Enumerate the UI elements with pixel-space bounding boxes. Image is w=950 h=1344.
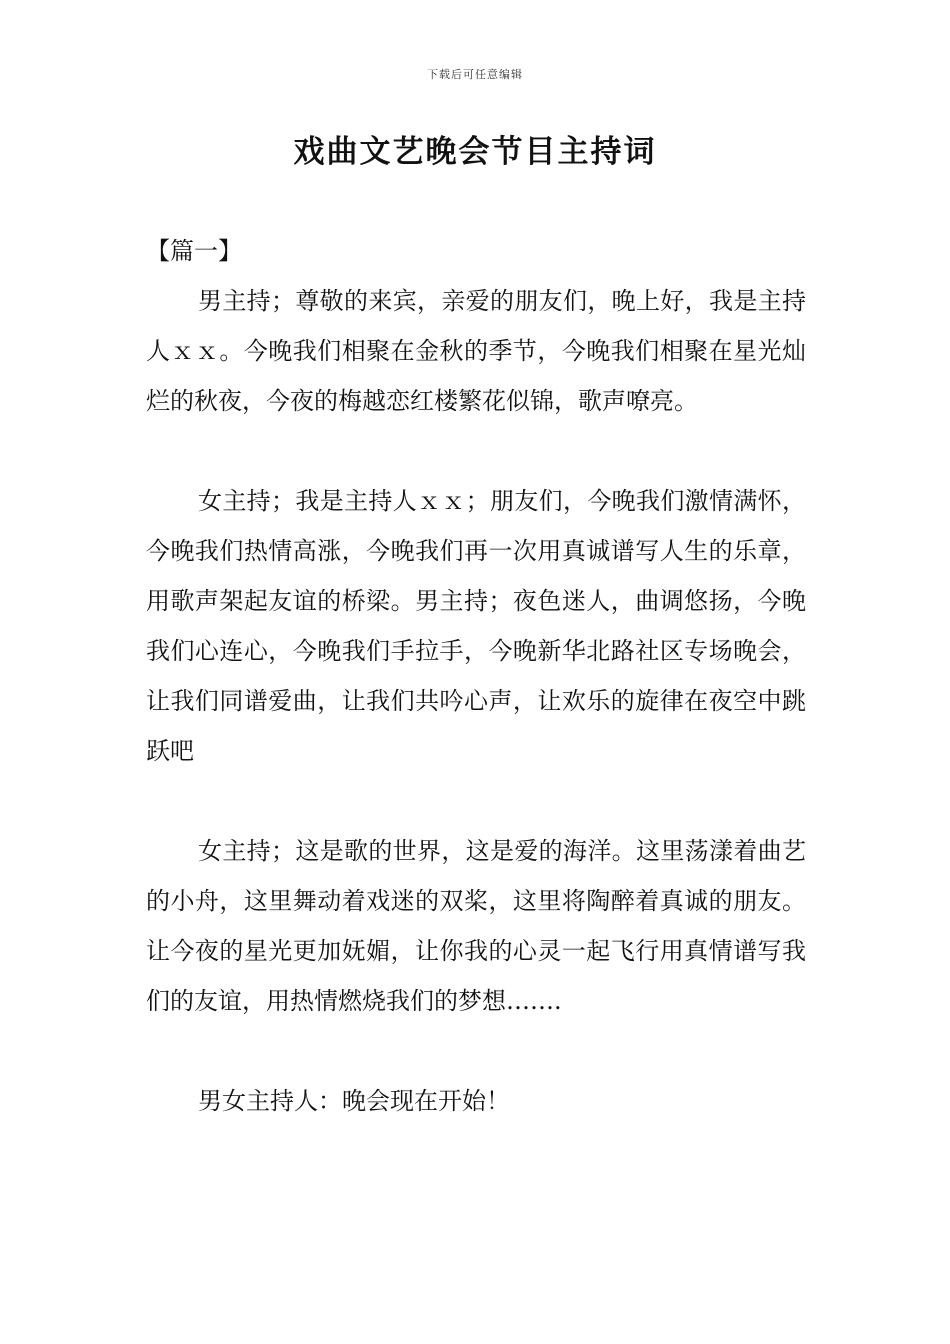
paragraph-spacer xyxy=(146,1026,806,1076)
paragraph-spacer xyxy=(146,776,806,826)
paragraph-2: 女主持；我是主持人ｘｘ；朋友们，今晚我们激情满怀，今晚我们热情高涨，今晚我们再一次用真诚谱写人生的乐章，用歌声架起友谊的桥梁。男主持；夜色迷人，曲调悠扬，今晚我们心连心，今晚我们手拉手，今晚新华北路社区专场晚会，让我们同谱爱曲，让我们共吟心声，让欢乐的旋律在夜空中跳跃吧 xyxy=(146,487,806,765)
document-body xyxy=(146,226,806,1126)
paragraph-1: 男主持；尊敬的来宾，亲爱的朋友们，晚上好，我是主持人ｘｘ。今晚我们相聚在金秋的季节，今晚我们相聚在星光灿烂的秋夜，今夜的梅越恋红楼繁花似锦，歌声嘹亮。 xyxy=(146,287,806,415)
paragraph-3: 女主持；这是歌的世界，这是爱的海洋。这里荡漾着曲艺的小舟，这里舞动着戏迷的双桨，这里将陶醉着真诚的朋友。让今夜的星光更加妩媚，让你我的心灵一起飞行用真情谱写我们的友谊，用热情燃烧我们的梦想……. xyxy=(146,837,806,1015)
paragraph-spacer xyxy=(146,426,806,476)
document-title: 戏曲文艺晚会节目主持词 xyxy=(293,134,657,170)
paragraph-4: 男女主持人：晚会现在开始！ xyxy=(198,1087,510,1115)
section-label: 【篇一】 xyxy=(146,237,242,265)
header-note: 下载后可任意编辑 xyxy=(427,68,523,81)
